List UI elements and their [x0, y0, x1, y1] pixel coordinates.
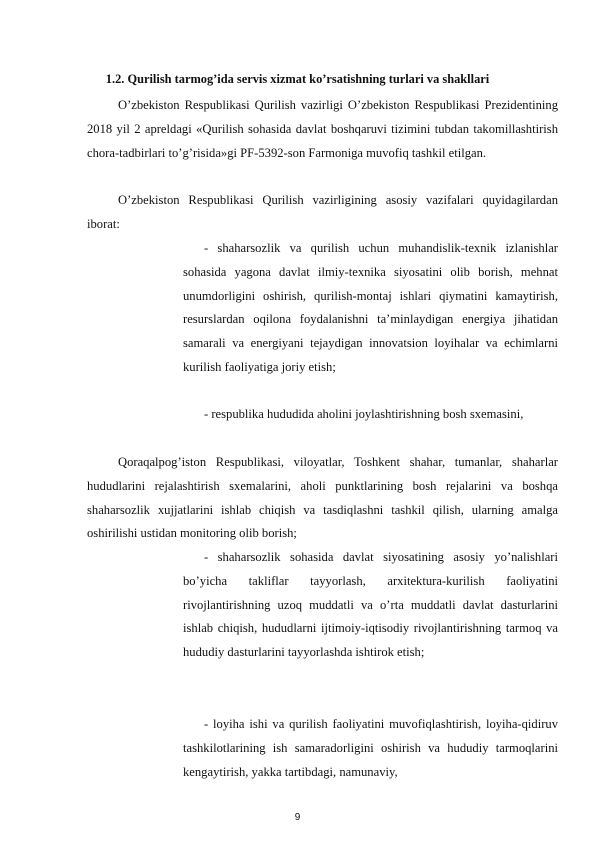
- paragraph-regional-planning: Qoraqalpog’iston Respublikasi, viloyatlar, Toshkent shahar, tumanlar, shaharlar hududlarini rejalashtirish sxemalarini, aholi punktlarining bosh rejalarini va boshqa shaharsozlik xujjatlarini ishlab chiqish va tasdiqlashni tashkil qilish, ularning amalga oshirilishi ustidan monitoring olib borish;: [87, 455, 558, 541]
- list-item-innovation: - shaharsozlik va qurilish uchun muhandislik-texnik izlanishlar sohasida yagona davlat ilmiy-texnika siyosatini olib borish, mehnat unumdorligini oshirish, qurilish-montaj ishlari qiymatini kamaytirish, resurslardan oqilona foydalanishni ta’minlaydigan energiya jihatidan samarali va energiyani tejaydigan innovatsion loyihalar va echimlarni kurilish faoliyatiga joriy etish;: [183, 241, 558, 374]
- list-item-project-coordination: - loyiha ishi va qurilish faoliyatini muvofiqlashtirish, loyiha-qidiruv tashkilotlarining ish samaradorligini oshirish va hududiy tarmoqlarini kengaytirish, yakka tartibdagi, namunaviy,: [183, 717, 558, 779]
- section-heading: 1.2. Qurilish tarmog’ida servis xizmat ko’rsatishning turlari va shakllari: [105, 72, 490, 86]
- paragraph-tasks-intro: O’zbekiston Respublikasi Qurilish vazirligining asosiy vazifalari quyidagilardan iborat:: [87, 193, 558, 231]
- page-number: 9: [294, 812, 301, 823]
- list-item-master-plan: - respublika hududida aholini joylashtirishning bosh sxemasini,: [204, 407, 524, 421]
- paragraph-ministry-intro: O’zbekiston Respublikasi Qurilish vazirligi O’zbekiston Respublikasi Prezidentining 2018 yil 2 apreldagi «Qurilish sohasida davlat boshqaruvi tizimini tubdan takomillashtirish chora-tadbirlari to’g’risida»gi PF-5392-son Farmoniga muvofiq tashkil etilgan.: [87, 98, 558, 160]
- list-item-policy-proposals: - shaharsozlik sohasida davlat siyosatining asosiy yo’nalishlari bo’yicha takliflar tayyorlash, arxitektura-kurilish faoliyatini rivojlantirishning uzoq muddatli va o’rta muddatli davlat dasturlarini ishlab chiqish, hududlarni ijtimoiy-iqtisodiy rivojlantirishning tarmoq va hududiy dasturlarini tayyorlashda ishtirok etish;: [183, 550, 558, 660]
